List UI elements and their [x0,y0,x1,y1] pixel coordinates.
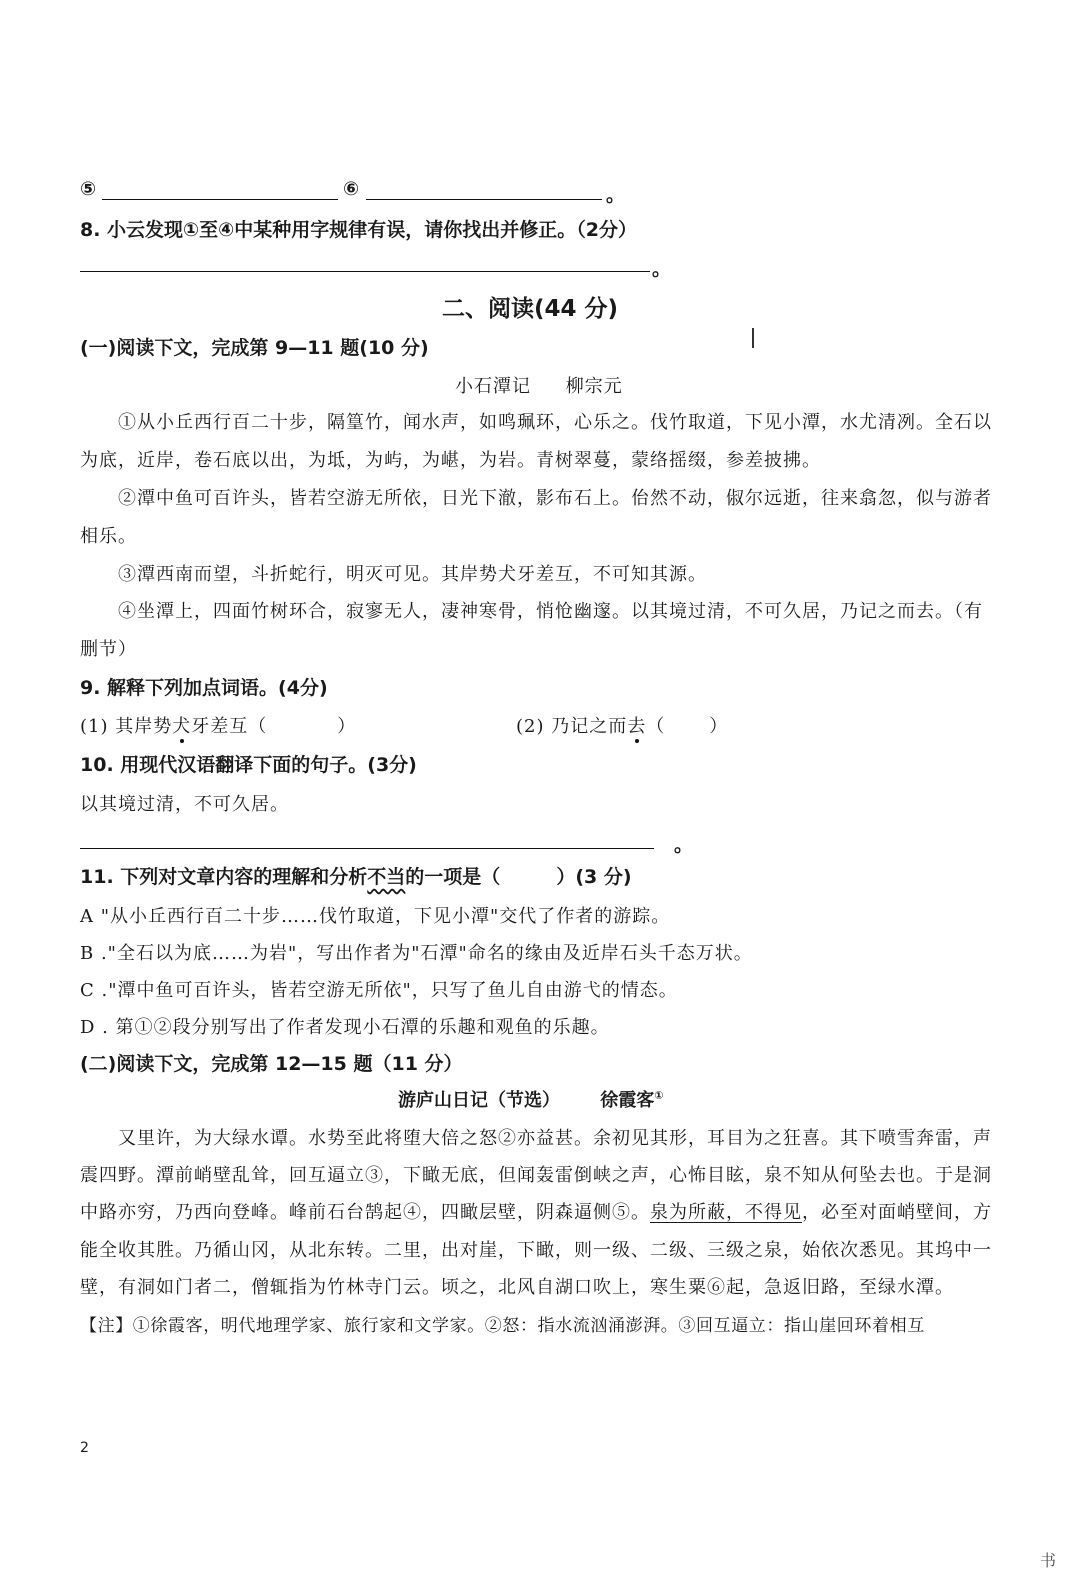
essay2-line: 又里许，为大绿水谭。水势至此将堕大倍之怒②亦益甚。余初见其形，耳目为之狂喜。其下喷雪奔雷，声 [118,1128,992,1149]
answer-line-6[interactable] [366,199,602,200]
essay2-line: 能全收其胜。乃循山冈，从北东转。二里，出对崖，下瞰，则一级、二级、三级之泉，始依次悉见。其坞中一 [80,1240,992,1261]
essay-author: 柳宗元 [565,376,623,397]
q9-item-2 [516,712,728,738]
q9-item-2-dotted: 去 [627,716,647,737]
q9-item-1-post: 牙差互（ [191,716,268,737]
q9-item-1-pre: (1) 其岸势 [80,716,173,737]
period: 。 [674,834,694,856]
part1-header: (一)阅读下文，完成第 9—11 题(10 分) [80,337,429,359]
section-title-text: 二、阅读(44 分) [441,296,619,322]
essay2-line: 震四野。潭前峭壁乱耸，回互逼立③，下瞰无底，但闻轰雷倒峡之声，心怖目眩，泉不知从何坠去也。于是洞 [80,1165,992,1186]
essay2-line-part: 中路亦穷，乃西向登峰。峰前石台鹄起④，四瞰层壁，阴森逼侧⑤。 [80,1202,650,1223]
essay-title [455,372,623,398]
paragraph-line: ②潭中鱼可百许头，皆若空游无所依，日光下澈，影布石上。佁然不动，俶尔远逝，往来翕忽，似与游者 [118,488,992,509]
essay-title-text: 小石潭记 [455,376,531,397]
q9-item-1-dotted: 犬 [172,716,192,737]
question-9: 9. 解释下列加点词语。(4分) [80,677,328,699]
q9-item-1 [80,712,356,738]
section-title [0,290,1080,323]
period: 。 [606,184,626,206]
paragraph-line: 删节） [80,639,137,660]
option-d[interactable]: D . 第①②段分别写出了作者发现小石潭的乐趣和观鱼的乐趣。 [80,1017,610,1038]
question-10: 10. 用现代汉语翻译下面的句子。(3分) [80,754,417,776]
q11-pre: 11. 下列对文章内容的理解和分析 [80,866,368,888]
corner-mark: 书 [1040,1551,1057,1570]
paragraph-line: ④坐潭上，四面竹树环合，寂寥无人，凄神寒骨，悄怆幽邃。以其境过清，不可久居，乃记之而去。（有 [118,601,983,622]
footnote: 【注】①徐霞客，明代地理学家、旅行家和文学家。②怒：指水流汹涌澎湃。③回互逼立：指山崖回环着相互 [80,1316,925,1336]
blank-5-label: ⑤ [80,178,97,200]
period: 。 [652,258,672,280]
q9-item-2-close: ） [709,716,729,737]
q9-item-1-close: ） [337,716,357,737]
q11-post: 的一项是（ [405,866,501,888]
answer-line-10[interactable] [80,848,654,849]
question-11 [80,862,632,889]
q11-close: ）(3 分) [556,866,632,888]
q9-item-2-pre: (2) 乃记之而 [516,716,628,737]
paragraph-line: 为底，近岸，卷石底以出，为坻，为屿，为嵁，为岩。青树翠蔓，蒙络摇缀，参差披拂。 [80,450,821,471]
essay2-title [398,1086,664,1112]
paragraph-line: ③潭西南而望，斗折蛇行，明灭可见。其岸势犬牙差互，不可知其源。 [118,564,707,585]
q11-emphasis: 不当 [367,866,406,888]
answer-line-8[interactable] [80,271,650,272]
answer-line-5[interactable] [102,199,338,200]
q9-item-2-post: （ [646,716,666,737]
q10-sentence: 以其境过清，不可久居。 [80,794,289,815]
option-a[interactable]: A "从小丘西行百二十步……伐竹取道，下见小潭"交代了作者的游踪。 [80,906,671,927]
cursor-mark [752,328,754,348]
essay2-line: 壁，有洞如门者二，僧辄指为竹林寺门云。顷之，北风自湖口吹上，寒生粟⑥起，急返旧路，至绿水潭。 [80,1277,954,1298]
essay2-author-note: ① [654,1089,664,1102]
paragraph-line: ①从小丘西行百二十步，隔篁竹，闻水声，如鸣珮环，心乐之。伐竹取道，下见小潭，水尤清冽。全石以 [118,412,992,433]
essay2-title-text: 游庐山日记（节选） [398,1090,560,1111]
part2-header: (二)阅读下文，完成第 12—15 题（11 分） [80,1053,463,1075]
essay2-underlined: 泉为所蔽，不得见 [650,1202,802,1223]
option-b[interactable]: B ."全石以为底……为岩"，写出作者为"石潭"命名的缘由及近岸石头千态万状。 [80,943,753,964]
essay2-author: 徐霞客 [600,1090,655,1111]
essay2-line [80,1198,992,1224]
paragraph-line: 相乐。 [80,526,137,547]
question-8: 8. 小云发现①至④中某种用字规律有误，请你找出并修正。（2分） [80,219,637,241]
page-number: 2 [80,1440,89,1456]
essay2-line-part: ，必至对面峭壁间，方 [802,1202,992,1223]
blank-6-label: ⑥ [343,178,360,200]
option-c[interactable]: C ."潭中鱼可百许头，皆若空游无所依"，只写了鱼儿自由游弋的情态。 [80,980,678,1001]
